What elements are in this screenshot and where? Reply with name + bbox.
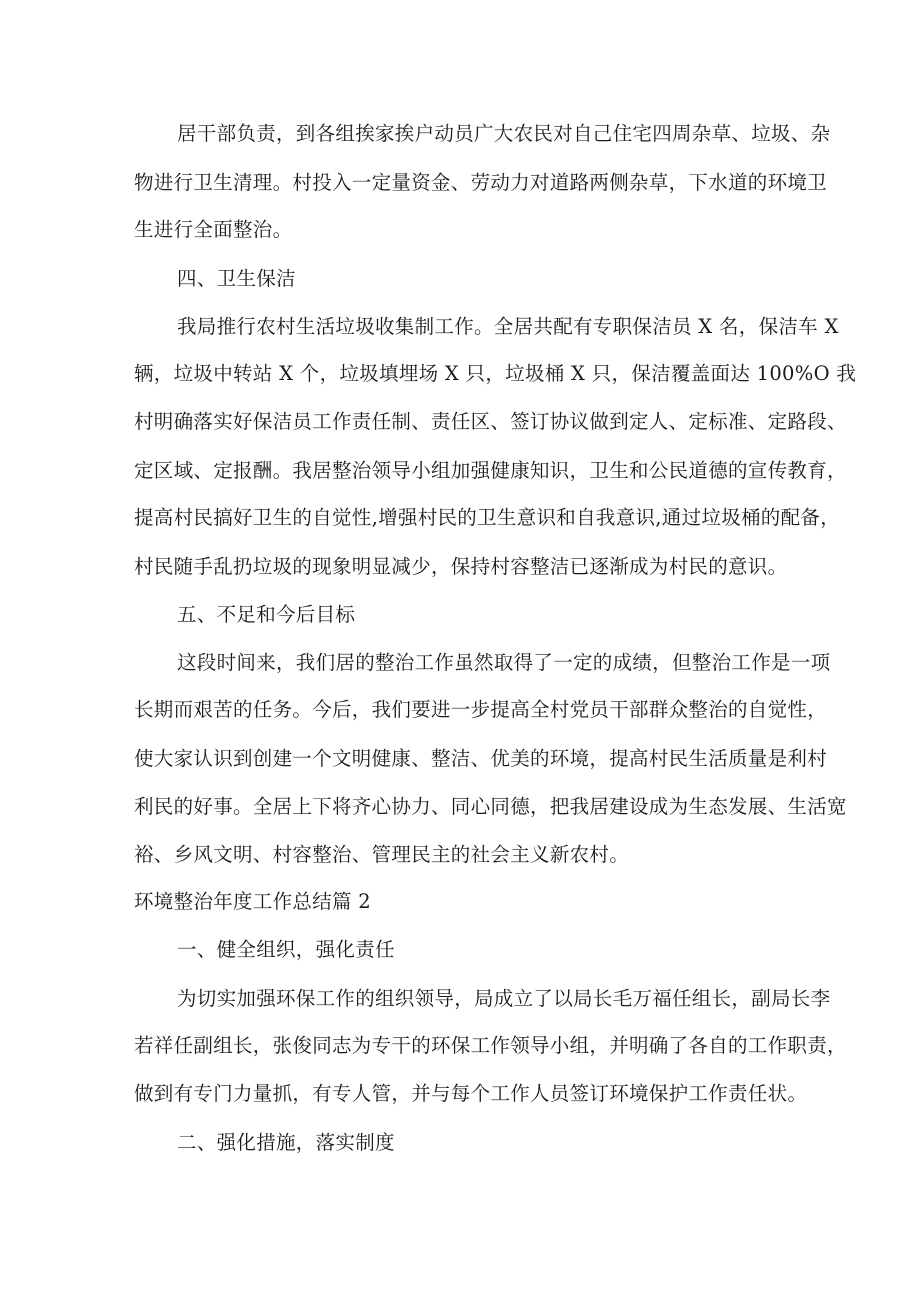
paragraph-line: 居干部负责，到各组挨家挨户动员广大农民对自己住宅四周杂草、垃圾、杂 xyxy=(177,122,831,145)
paragraph-line: 为切实加强环保工作的组织领导，局成立了以局长毛万福任组长，副局长李 xyxy=(177,987,831,1010)
paragraph-line: 这段时间来，我们居的整治工作虽然取得了一定的成绩，但整治工作是一项 xyxy=(177,651,831,674)
paragraph-line: 辆，垃圾中转站 X 个，垃圾填埋场 X 只，垃圾桶 X 只，保洁覆盖面达 100%O 我 xyxy=(134,362,857,385)
paragraph-line: 裕、乡风文明、村容整治、管理民主的社会主义新农村。 xyxy=(134,843,630,866)
document-title: 环境整治年度工作总结篇 2 xyxy=(134,890,372,913)
paragraph-line: 我局推行农村生活垃圾收集制工作。全居共配有专职保洁员 X 名，保洁车 X xyxy=(177,315,839,338)
section-heading: 四、卫生保洁 xyxy=(177,267,296,290)
section-heading: 二、强化措施，落实制度 xyxy=(177,1131,395,1154)
paragraph-line: 村民随手乱扔垃圾的现象明显减少，保持村容整洁已逐渐成为村民的意识。 xyxy=(134,555,788,578)
paragraph-line: 长期而艰苦的任务。今后，我们要进一步提高全村党员干部群众整治的自觉性， xyxy=(134,698,828,721)
paragraph-line: 定区域、定报酬。我居整治领导小组加强健康知识，卫生和公民道德的宣传教育， xyxy=(134,459,847,482)
paragraph-line: 利民的好事。全居上下将齐心协力、同心同德，把我居建设成为生态发展、生活宽 xyxy=(134,795,847,818)
paragraph-line: 若祥任副组长，张俊同志为专干的环保工作领导小组，并明确了各自的工作职责， xyxy=(134,1034,847,1057)
section-heading: 五、不足和今后目标 xyxy=(177,603,356,626)
paragraph-line: 使大家认识到创建一个文明健康、整洁、优美的环境，提高村民生活质量是利村 xyxy=(134,747,828,770)
paragraph-line: 物进行卫生清理。村投入一定量资金、劳动力对道路两侧杂草，下水道的环境卫 xyxy=(134,171,828,194)
paragraph-line: 生进行全面整治。 xyxy=(134,218,293,241)
paragraph-line: 提高村民搞好卫生的自觉性,增强村民的卫生意识和自我意识,通过垃圾桶的配备， xyxy=(134,506,840,529)
paragraph-line: 做到有专门力量抓，有专人管，并与每个工作人员签订环境保护工作责任状。 xyxy=(134,1082,808,1105)
section-heading: 一、健全组织，强化责任 xyxy=(177,938,395,961)
paragraph-line: 村明确落实好保洁员工作责任制、责任区、签订协议做到定人、定标准、定路段、 xyxy=(134,410,847,433)
